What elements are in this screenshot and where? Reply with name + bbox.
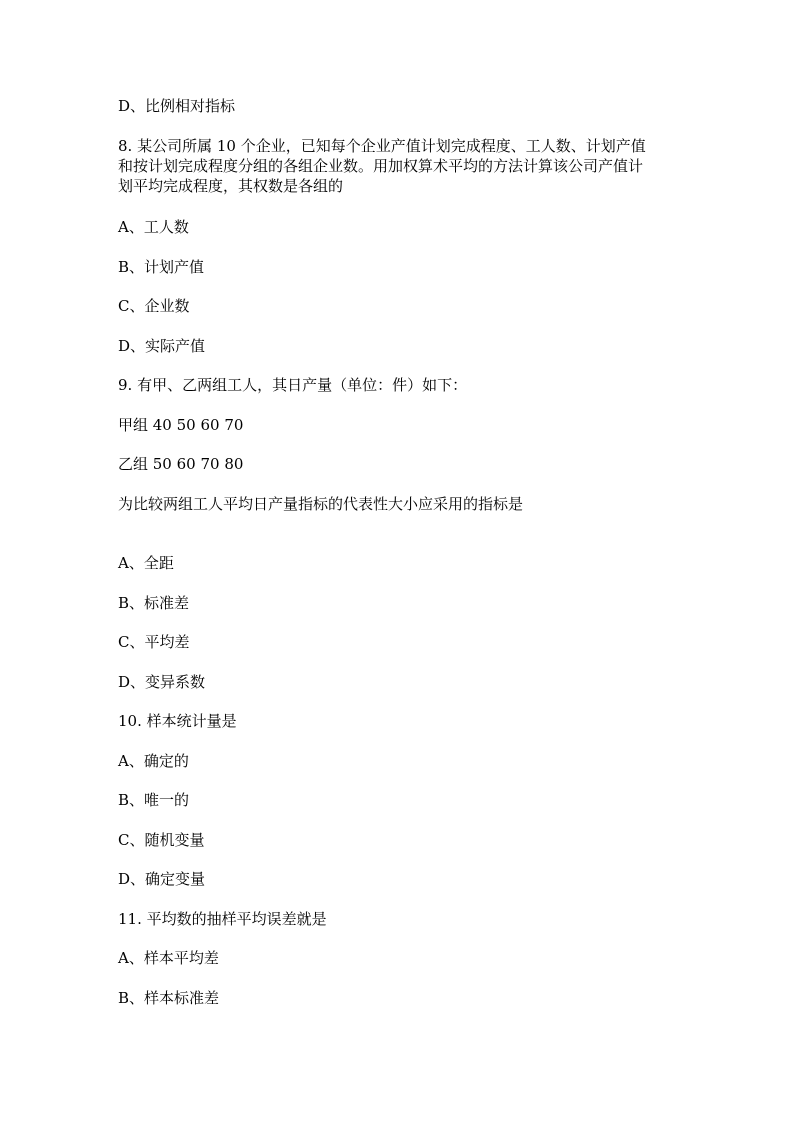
- question-11: 11. 平均数的抽样平均误差就是: [118, 910, 327, 928]
- option-b-q11: B、样本标准差: [118, 989, 220, 1007]
- group-a-data: 甲组 40 50 60 70: [118, 416, 244, 434]
- option-d-q10: D、确定变量: [118, 870, 206, 888]
- question-8-line-3: 划平均完成程度，其权数是各组的: [118, 177, 344, 195]
- question-9-prompt: 为比较两组工人平均日产量指标的代表性大小应采用的指标是: [118, 495, 524, 513]
- option-a-q11: A、样本平均差: [118, 949, 219, 967]
- option-a-q10: A、确定的: [118, 752, 189, 770]
- question-8-line-2: 和按计划完成程度分组的各组企业数。用加权算术平均的方法计算该公司产值计: [118, 157, 644, 175]
- option-c-q9: C、平均差: [118, 633, 190, 651]
- option-c-q10: C、随机变量: [118, 831, 205, 849]
- option-b-q10: B、唯一的: [118, 791, 190, 809]
- option-d-q8: D、实际产值: [118, 337, 206, 355]
- option-d-q9: D、变异系数: [118, 673, 206, 691]
- option-a-q9: A、全距: [118, 554, 174, 572]
- option-a-q8: A、工人数: [118, 218, 189, 236]
- option-c-q8: C、企业数: [118, 297, 190, 315]
- option-d-q7: D、比例相对指标: [118, 97, 236, 115]
- option-b-q8: B、计划产值: [118, 258, 205, 276]
- option-b-q9: B、标准差: [118, 594, 190, 612]
- question-9: 9. 有甲、乙两组工人，其日产量（单位：件）如下：: [118, 376, 468, 394]
- question-10: 10. 样本统计量是: [118, 712, 237, 730]
- group-b-data: 乙组 50 60 70 80: [118, 455, 244, 473]
- question-8-line-1: 8. 某公司所属 10 个企业，已知每个企业产值计划完成程度、工人数、计划产值: [118, 137, 646, 155]
